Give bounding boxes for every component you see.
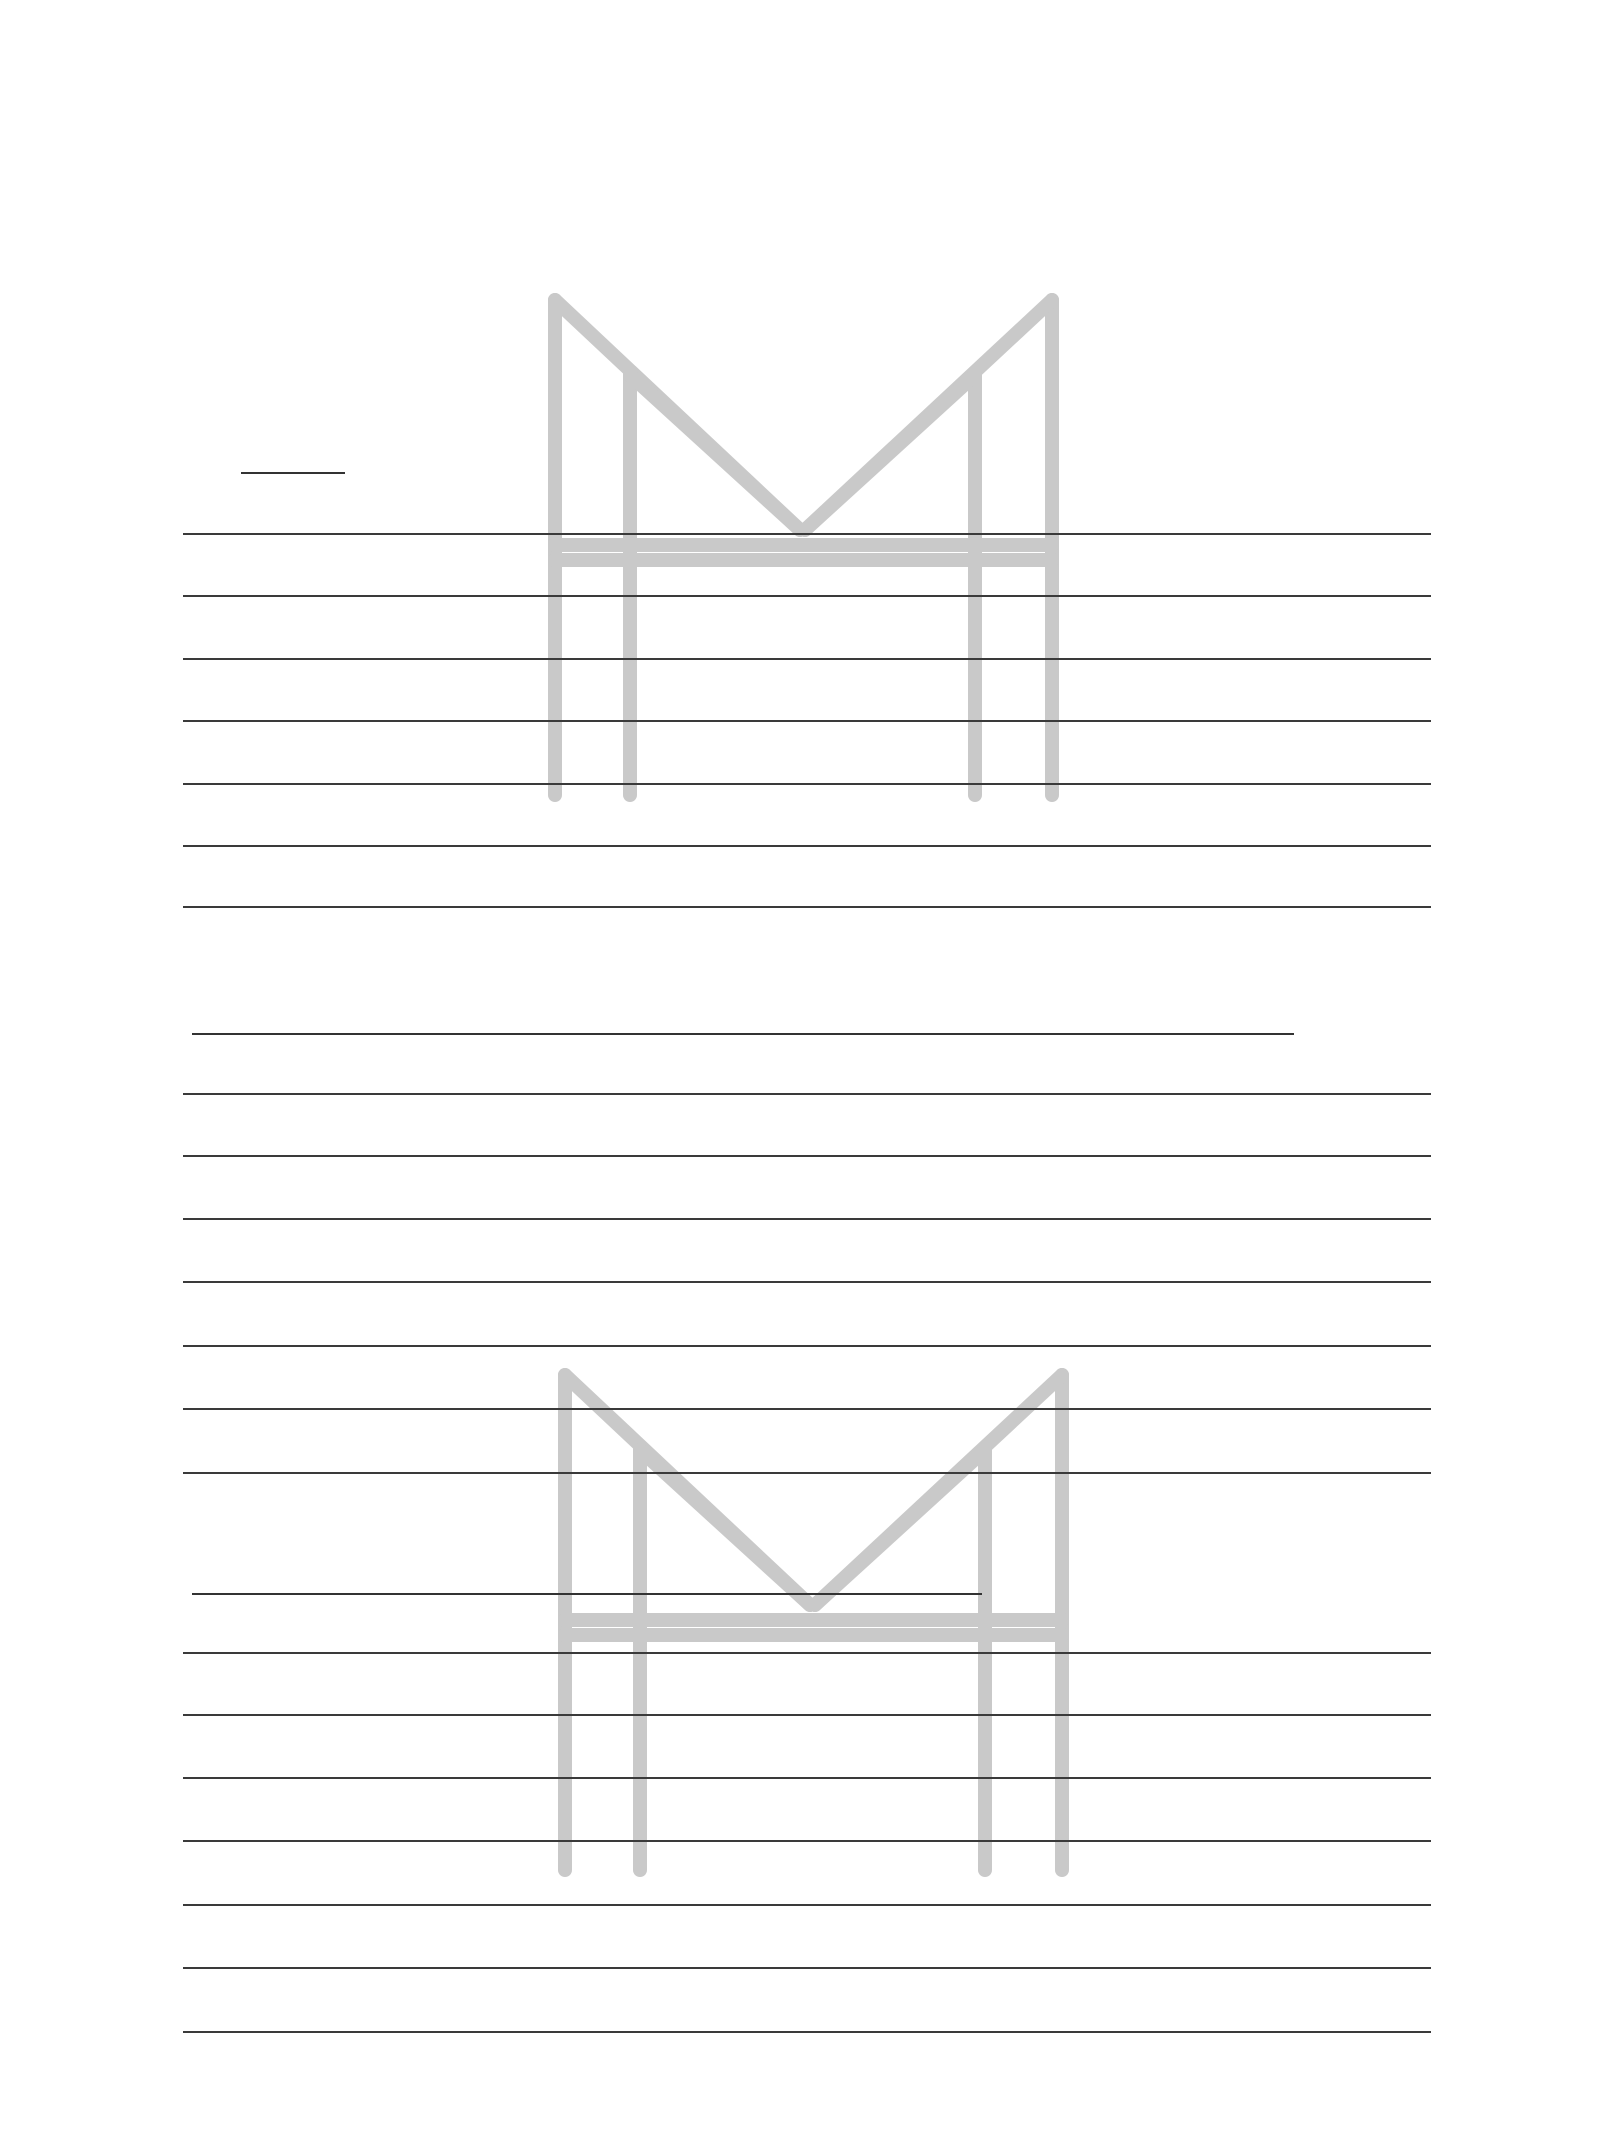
answer-line[interactable] — [183, 1652, 1431, 1654]
answer-line[interactable] — [183, 533, 1431, 535]
answer-line[interactable] — [183, 1155, 1431, 1157]
answer-blank[interactable] — [192, 1559, 982, 1595]
answer-line[interactable] — [183, 658, 1431, 660]
answer-line[interactable] — [183, 1840, 1431, 1842]
answer-line[interactable] — [183, 1714, 1431, 1716]
answer-line[interactable] — [183, 2031, 1431, 2033]
question-3-continued — [182, 1557, 982, 1608]
answer-line[interactable] — [183, 1345, 1431, 1347]
question-2-continued — [182, 997, 1294, 1048]
answer-line[interactable] — [183, 1281, 1431, 1283]
answer-line[interactable] — [183, 845, 1431, 847]
answer-line[interactable] — [183, 720, 1431, 722]
answer-line[interactable] — [183, 595, 1431, 597]
answer-blank[interactable] — [241, 438, 345, 474]
answer-line[interactable] — [183, 906, 1431, 908]
answer-blank[interactable] — [192, 999, 1294, 1035]
answer-line[interactable] — [183, 1408, 1431, 1410]
answer-line[interactable] — [183, 1472, 1431, 1474]
answer-line[interactable] — [183, 1904, 1431, 1906]
answer-line[interactable] — [183, 1218, 1431, 1220]
question-1 — [182, 436, 345, 487]
answer-line[interactable] — [183, 1093, 1431, 1095]
answer-line[interactable] — [183, 1777, 1431, 1779]
answer-line[interactable] — [183, 783, 1431, 785]
answer-line[interactable] — [183, 1967, 1431, 1969]
